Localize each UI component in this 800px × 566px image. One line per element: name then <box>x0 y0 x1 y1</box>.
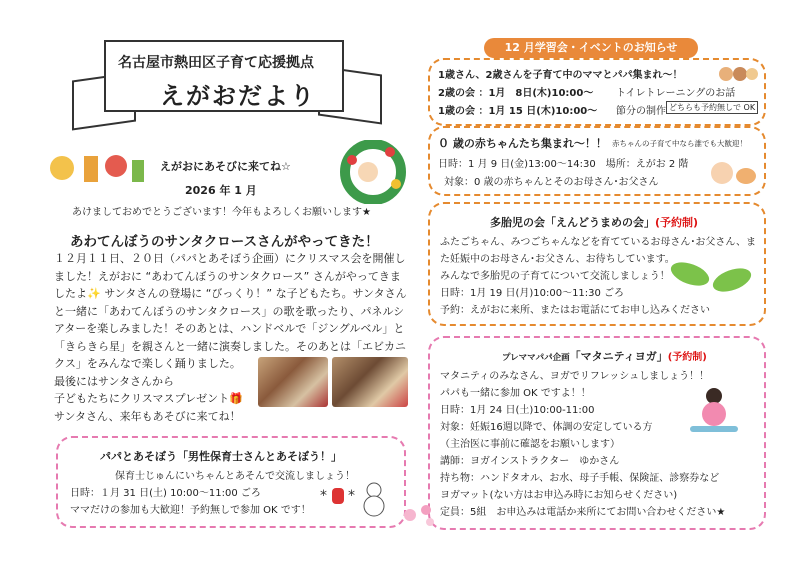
one-year-meeting: 1歳の会 ：1月 15 日(木)10:00～ <box>438 106 598 117</box>
banner-org: 名古屋市熱田区子育て応援拠点 <box>118 55 314 71</box>
baby-event-title: ０ 歳の赤ちゃんたち集まれ～！！ <box>438 137 607 150</box>
svg-text:*: * <box>348 488 355 504</box>
greeting-text: あけましておめでとうございます！今年もよろしくお願いします★ <box>72 207 371 218</box>
yoga-title-pre: プレママパパ企画 <box>502 353 570 363</box>
christmas-party-photo-1 <box>258 357 328 407</box>
two-year-meeting: 2歳の会 ：1月 8日(木)10:00～ <box>438 88 594 99</box>
invite-heading: えがおにあそびに来てね☆ <box>160 160 291 173</box>
baby-event-target: 対象：0 歳の赤ちゃんとそのお母さん･お父さん <box>444 177 659 188</box>
twins-line4: 日時：1月 19 日(月)10:00～11:30 ごろ <box>440 288 625 299</box>
yoga-reservation-label: (予約制) <box>667 352 707 363</box>
issue-date: 2026 年 1 月 <box>185 184 257 197</box>
snowman-icon <box>320 478 392 518</box>
two-year-topic: トイレトレーニングのお話 <box>616 88 736 99</box>
body-line: １２月１１日、２０日（パパとあそぼう企画）にクリスマス会を開催し <box>54 252 406 265</box>
twins-reservation-label: (予約制) <box>655 216 699 229</box>
christmas-party-photo-2 <box>332 357 408 407</box>
body-line: 「きらきら星」を親さんと一緒に演奏しました。そのあとは「エビカニ <box>54 339 406 353</box>
one-year-topic: 節分の制作 <box>616 106 666 117</box>
yoga-title-text: 「マタニティヨガ」 <box>569 350 668 363</box>
peas-icon <box>668 254 754 300</box>
twins-line3: みんなで多胎児の子育てについて交流しましょう！ <box>440 271 670 282</box>
body-line: ました！えがおに “あわてんぼうのサンタクロース” さんがやってきま <box>54 269 401 283</box>
article-headline: あわてんぼうのサンタクロースさんがやってきた！ <box>70 234 379 250</box>
twins-line1: ふたごちゃん、みつごちゃんなどを育てているお母さん･お父さん、ま <box>440 237 756 248</box>
yoga-woman-icon <box>686 386 742 436</box>
baby-event-note: 赤ちゃんの子育て中なら誰でも大歓迎！ <box>612 139 747 148</box>
yoga-line: 日時：1月 24 日(土)10:00-11:00 <box>440 405 595 416</box>
body-line: アターを楽しみました！そのあとは、ハンドベルで「ジングルベル」と <box>54 322 405 335</box>
body-line: したよ✨ サンタさんの登場に “びっくり！” な子どもたち。サンタさん <box>54 287 407 300</box>
baby-icon <box>708 158 758 188</box>
yoga-line: パパも一緒に参加 OK ですよ！！ <box>440 388 591 399</box>
papa-event-line2: 日時：１月 31 日(土) 10:00～11:00 ごろ <box>70 488 261 499</box>
yoga-line: 定員：5組 お申込みは電話か来所にてお問い合わせください★ <box>440 507 726 518</box>
yoga-line: マタニティのみなさん、ヨガでリフレッシュしましょう！！ <box>440 371 710 382</box>
page-title: えがおだより <box>160 82 316 110</box>
papa-event-line1: 保育士じゅんにいちゃんとあそんで交流しましょう！ <box>115 471 355 482</box>
twins-title-text: 多胎児の会「えんどうまめの会」 <box>490 216 655 229</box>
no-reservation-tag: どちらも予約無しで OK <box>666 101 758 114</box>
yoga-line: 持ち物：ハンドタオル、お水、母子手帳、保険証、診察券など <box>440 473 720 484</box>
flower-decoration-icon <box>400 500 440 530</box>
christmas-wreath-icon <box>338 140 408 204</box>
twins-event-title <box>490 214 698 230</box>
animals-icon <box>718 62 758 82</box>
body-line: クス」をみんなで楽しく踊りました。 <box>54 357 241 370</box>
papa-event-line3: ママだけの参加も大歓迎！予約無しで参加 OK です！ <box>70 505 311 516</box>
body-line: サンタさん、来年もあそびに来てね！ <box>54 409 241 423</box>
yoga-line: 講師：ヨガインストラクター ゆかさん <box>440 456 620 467</box>
body-line: 子どもたちにクリスマスプレゼント🎁 <box>54 392 243 405</box>
twins-line2: た妊娠中のお母さん･お父さん、お待ちしています。 <box>440 254 675 265</box>
yoga-line: 対象：妊娠16週以降で、体調の安定している方 <box>440 422 653 433</box>
events-header: 12 月学習会・イベントのお知らせ <box>484 38 698 58</box>
yoga-line: （主治医に事前に確認をお願いします） <box>440 439 620 450</box>
baby-event-datetime: 日時：1 月 9 日(金)13:00～14:30 場所：えがお 2 階 <box>438 159 689 170</box>
twins-line5: 予約：えがおに来所、またはお電話にてお申し込みください <box>440 305 710 316</box>
papa-event-title: パパとあそぼう「男性保育士さんとあそぼう！」 <box>100 450 342 463</box>
new-year-decoration-icon <box>48 146 148 186</box>
yoga-event-title <box>502 348 707 364</box>
body-line: 最後にはサンタさんから <box>54 374 175 388</box>
svg-text:*: * <box>320 488 327 504</box>
body-line: と一緒に「あわてんぼうのサンタクロース」の歌を歌ったり、パネルシ <box>54 304 405 318</box>
yoga-line: ヨガマット(ない方はお申込み時にお知らせください) <box>440 490 678 501</box>
toddler-event-title: 1歳さん、2歳さんを子育て中のママとパパ集まれ～！ <box>438 70 683 81</box>
